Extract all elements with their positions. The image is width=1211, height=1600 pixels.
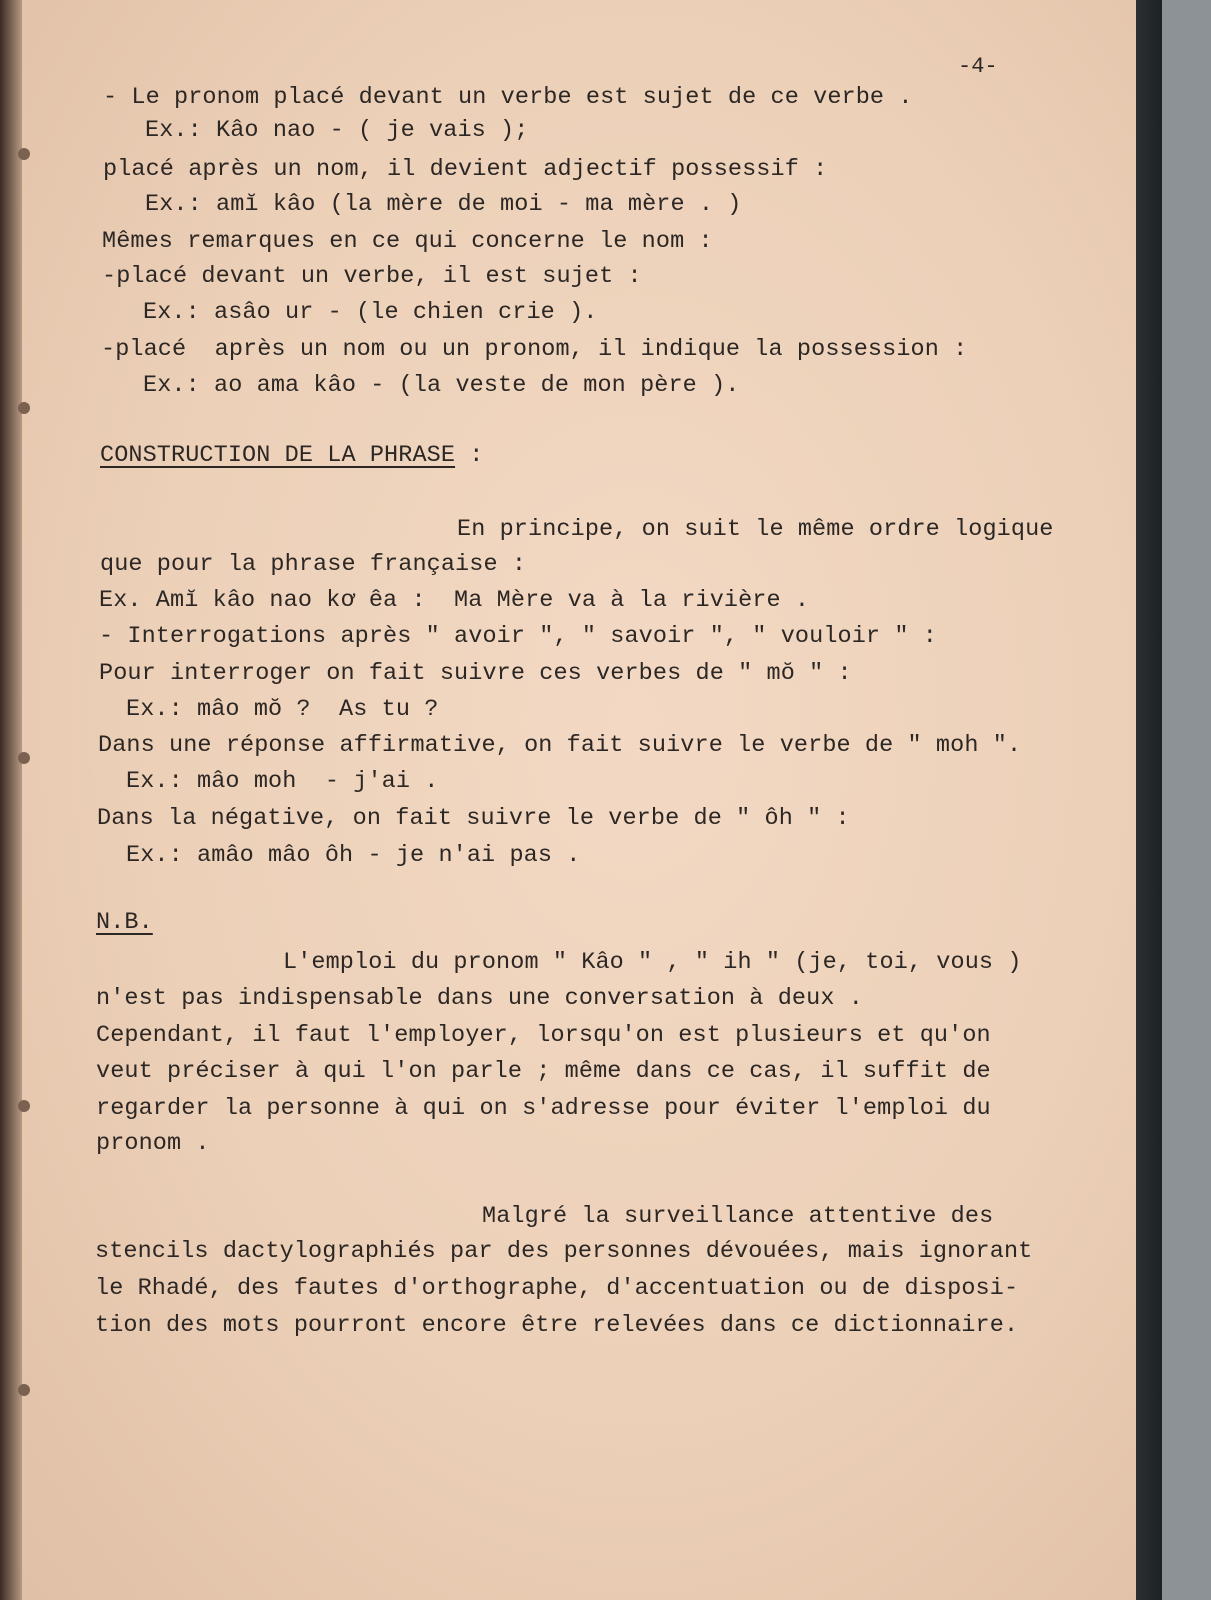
text-line: stencils dactylographiés par des personnes dévouées, mais ignorant xyxy=(95,1238,1033,1265)
binding-hole xyxy=(18,1384,30,1396)
example-line: Ex.: ao ama kâo - (la veste de mon père ). xyxy=(143,372,740,399)
text-line: Pour interroger on fait suivre ces verbes de " mŏ " : xyxy=(99,660,852,687)
text-line: Dans la négative, on fait suivre le verbe de " ôh " : xyxy=(97,805,850,832)
text-line: placé après un nom, il devient adjectif possessif : xyxy=(103,156,828,183)
text-line: que pour la phrase française : xyxy=(100,551,527,578)
text-line: Cependant, il faut l'employer, lorsqu'on est plusieurs et qu'on xyxy=(96,1022,991,1049)
text-line: L'emploi du pronom " Kâo " , " ih " (je, toi, vous ) xyxy=(283,949,1022,976)
example-line: Ex. Amĭ kâo nao kơ êa : Ma Mère va à la rivière . xyxy=(99,587,810,614)
text-line: - Le pronom placé devant un verbe est sujet de ce verbe . xyxy=(103,84,913,111)
binding-hole xyxy=(18,148,30,160)
binding-spine xyxy=(0,0,22,1600)
text-line: le Rhadé, des fautes d'orthographe, d'accentuation ou de disposi- xyxy=(95,1275,1019,1302)
text-line: n'est pas indispensable dans une conversation à deux . xyxy=(96,985,863,1012)
book-cover-edge xyxy=(1136,0,1162,1600)
text-line: -placé après un nom ou un pronom, il indique la possession : xyxy=(101,336,968,363)
example-line: Ex.: amĭ kâo (la mère de moi - ma mère . ) xyxy=(145,191,742,218)
section-heading-text: CONSTRUCTION DE LA PHRASE xyxy=(100,442,456,469)
text-line: En principe, on suit le même ordre logique xyxy=(457,516,1054,543)
text-line: pronom . xyxy=(96,1130,210,1157)
example-line: Ex.: mâo mŏ ? As tu ? xyxy=(126,696,439,723)
binding-hole xyxy=(18,1100,30,1112)
page-number: -4- xyxy=(958,54,998,79)
example-line: Ex.: amâo mâo ôh - je n'ai pas . xyxy=(126,842,581,869)
example-line: Ex.: asâo ur - (le chien crie ). xyxy=(143,299,598,326)
text-line: Dans une réponse affirmative, on fait suivre le verbe de " moh ". xyxy=(98,732,1022,759)
text-line: Mêmes remarques en ce qui concerne le nom : xyxy=(102,228,713,255)
text-line: Malgré la surveillance attentive des xyxy=(482,1203,994,1230)
example-line: Ex.: mâo moh - j'ai . xyxy=(126,768,439,795)
binding-hole xyxy=(18,402,30,414)
heading-colon: : xyxy=(455,442,484,469)
nb-heading: N.B. xyxy=(96,909,153,936)
binding-hole xyxy=(18,752,30,764)
text-line: tion des mots pourront encore être relevées dans ce dictionnaire. xyxy=(95,1312,1019,1339)
text-line: - Interrogations après " avoir ", " savoir ", " vouloir " : xyxy=(99,623,937,650)
text-line: veut préciser à qui l'on parle ; même dans ce cas, il suffit de xyxy=(96,1058,991,1085)
section-heading xyxy=(100,442,483,470)
example-line: Ex.: Kâo nao - ( je vais ); xyxy=(145,117,529,144)
text-line: -placé devant un verbe, il est sujet : xyxy=(102,263,642,290)
text-line: regarder la personne à qui on s'adresse pour éviter l'emploi du xyxy=(96,1095,991,1122)
